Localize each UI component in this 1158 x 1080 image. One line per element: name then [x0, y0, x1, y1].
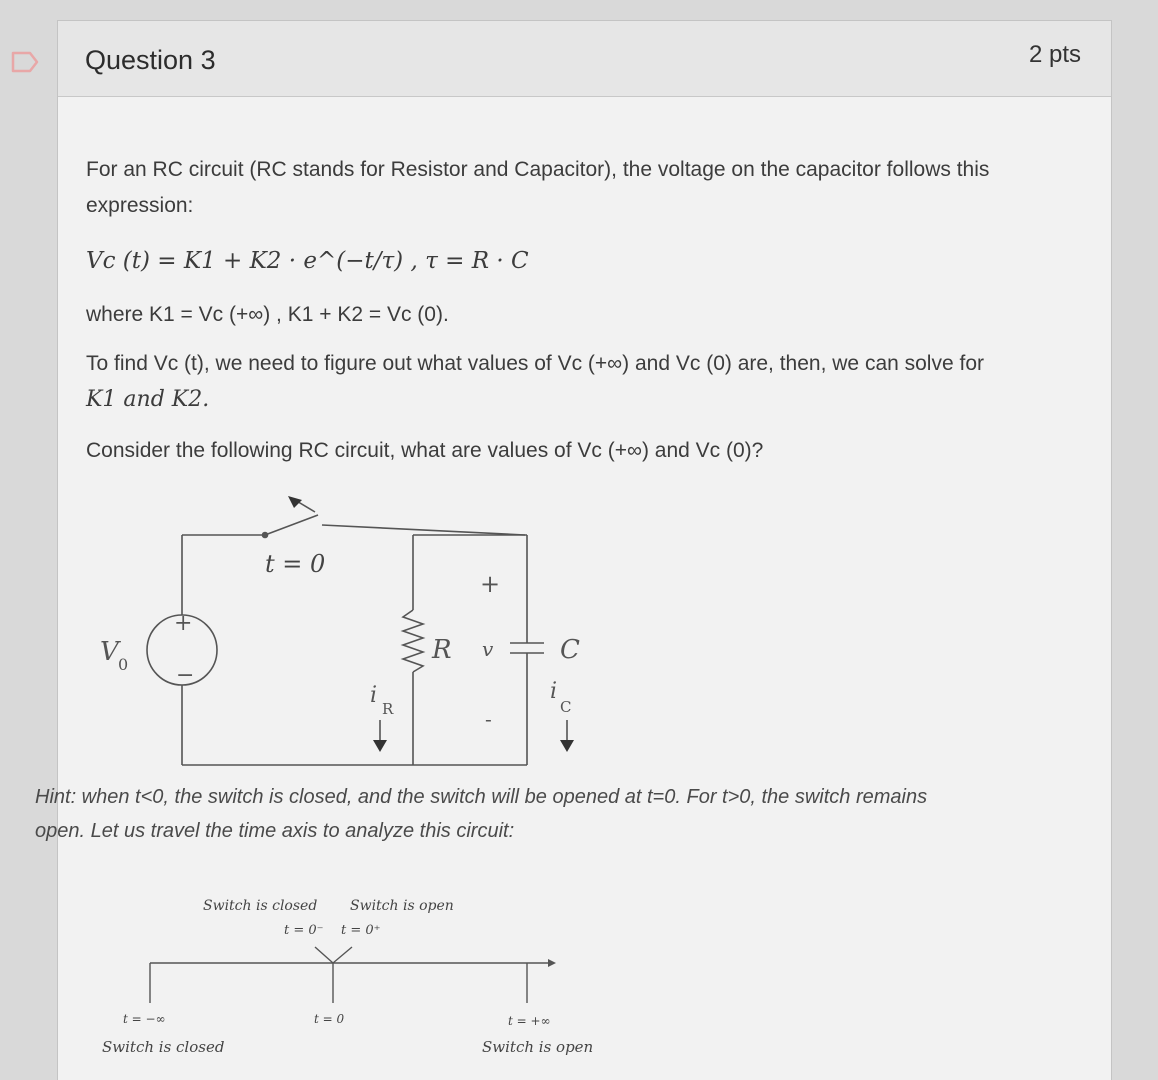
source-plus: + — [174, 611, 193, 636]
time-axis-diagram — [90, 885, 620, 1065]
timeline-tzero: t = 0 — [314, 1012, 345, 1026]
ir-label: i — [370, 683, 378, 708]
timeline-tplusinf: t = +∞ — [508, 1014, 551, 1028]
formula: Vc (t) = K1 + K2 · e^(−t/τ) , τ = R · C — [86, 248, 529, 274]
tofind-text-line1: To find Vc (t), we need to figure out what values of Vc (+∞) and Vc (0) are, then, we can solve for — [86, 352, 984, 375]
rc-circuit-diagram — [90, 490, 650, 780]
timeline-closed-top: Switch is closed — [203, 898, 318, 914]
intro-text: For an RC circuit (RC stands for Resistor and Capacitor), the voltage on the capacitor follows this expression: — [86, 158, 990, 217]
timeline-t0plus: t = 0⁺ — [341, 923, 381, 938]
hint-text — [35, 780, 995, 848]
ic-subscript: C — [560, 698, 572, 716]
cap-plus: + — [480, 570, 501, 598]
source-label: V — [100, 637, 119, 667]
ic-label: i — [550, 679, 558, 704]
tofind-text-line2: K1 and K2. — [86, 387, 210, 412]
where-text: where K1 = Vc (+∞) , K1 + K2 = Vc (0). — [86, 303, 449, 326]
timeline-open-bottom: Switch is open — [482, 1038, 594, 1056]
ir-subscript: R — [382, 700, 394, 718]
question-points: 2 pts — [1028, 41, 1081, 68]
timeline-closed-bottom: Switch is closed — [102, 1038, 225, 1056]
source-minus: − — [176, 663, 195, 688]
capacitor-label: C — [560, 635, 580, 665]
timeline-open-top: Switch is open — [350, 898, 454, 914]
hint-line2: open. Let us travel the time axis to analyze this circuit: — [35, 820, 515, 842]
flag-icon[interactable] — [10, 50, 40, 74]
question-header — [58, 21, 1111, 97]
timeline-t0minus: t = 0⁻ — [284, 923, 324, 938]
switch-time-label: t = 0 — [265, 550, 326, 578]
cap-minus: - — [485, 707, 492, 731]
timeline-tminusinf: t = −∞ — [123, 1012, 166, 1026]
hint-line1: Hint: when t<0, the switch is closed, and the switch will be opened at t=0. For t>0, the switch remains — [35, 786, 928, 808]
question-title: Question 3 — [85, 45, 216, 75]
consider-text: Consider the following RC circuit, what are values of Vc (+∞) and Vc (0)? — [86, 439, 764, 462]
resistor-label: R — [432, 635, 452, 665]
voltage-label: v — [482, 637, 494, 661]
source-subscript: 0 — [118, 655, 129, 674]
